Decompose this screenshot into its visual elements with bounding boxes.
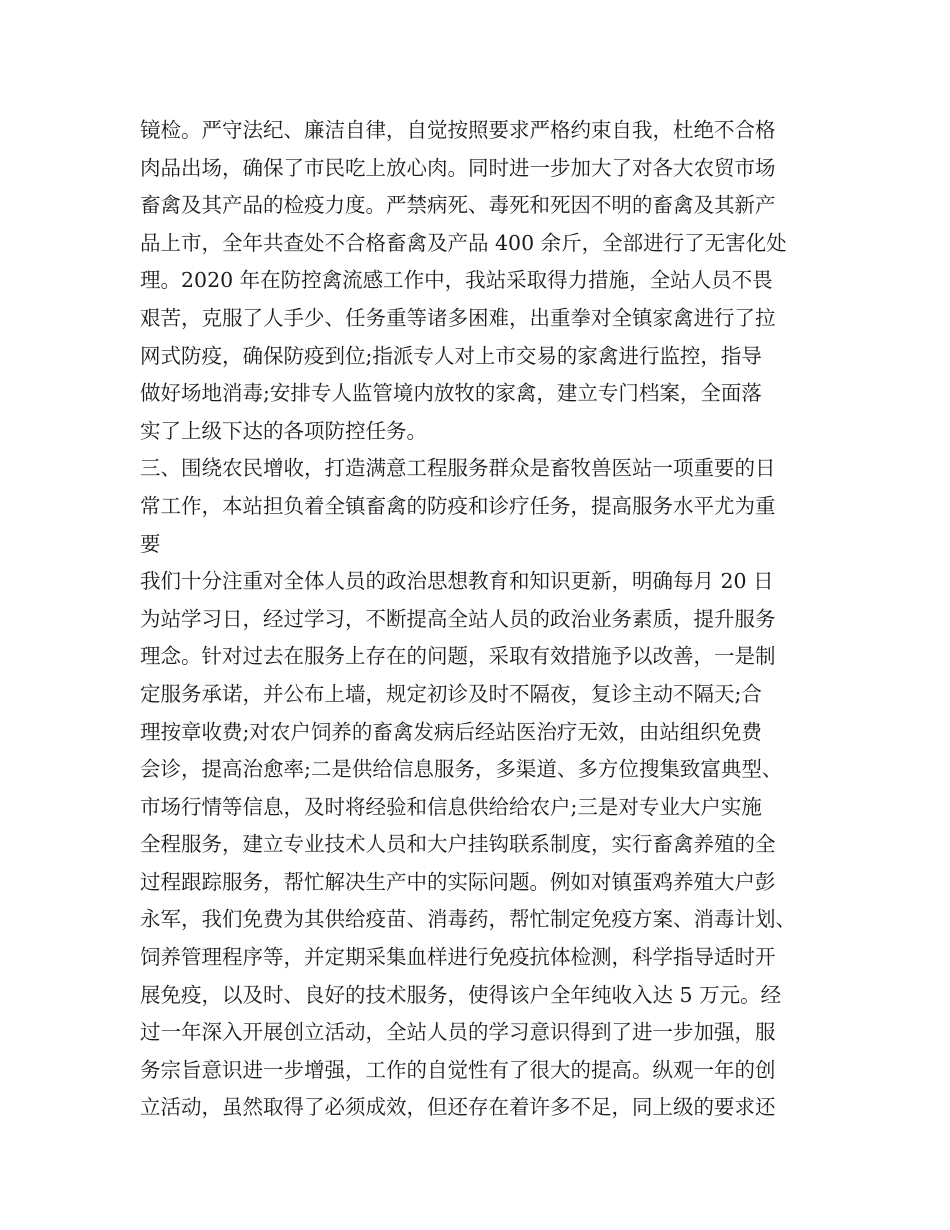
- document-body: [140, 112, 830, 1127]
- text-line: 我们十分注重对全体人员的政治思想教育和知识更新，明确每月 20 日: [140, 569, 774, 594]
- text-line: 网式防疫，确保防疫到位;指派专人对上市交易的家禽进行监控，指导: [140, 343, 762, 368]
- text-line: 展免疫，以及时、良好的技术服务，使得该户全年纯收入达 5 万元。经: [140, 982, 782, 1007]
- section-heading-line: 要: [140, 531, 161, 556]
- text-line: 务宗旨意识进一步增强，工作的自觉性有了很大的提高。纵观一年的创: [140, 1057, 776, 1082]
- text-line: 过程跟踪服务，帮忙解决生产中的实际问题。例如对镇蛋鸡养殖大户彭: [140, 869, 776, 894]
- text-line: 过一年深入开展创立活动，全站人员的学习意识得到了进一步加强，服: [140, 1020, 776, 1045]
- section-heading-line: 三、围绕农民增收，打造满意工程服务群众是畜牧兽医站一项重要的日: [140, 456, 776, 481]
- text-line: 永军，我们免费为其供给疫苗、消毒药，帮忙制定免疫方案、消毒计划、: [140, 907, 796, 932]
- text-line: 实了上级下达的各项防控任务。: [140, 418, 427, 443]
- text-line: 定服务承诺，并公布上墙，规定初诊及时不隔夜，复诊主动不隔天;合: [140, 681, 762, 706]
- section-heading-line: 常工作，本站担负着全镇畜禽的防疫和诊疗任务，提高服务水平尤为重: [140, 493, 776, 518]
- text-line: 理按章收费;对农户饲养的畜禽发病后经站医治疗无效，由站组织免费: [140, 719, 762, 744]
- text-line: 饲养管理程序等，并定期采集血样进行免疫抗体检测，科学指导适时开: [140, 945, 776, 970]
- text-line: 做好场地消毒;安排专人监管境内放牧的家禽，建立专门档案，全面落: [140, 381, 762, 406]
- text-line: 畜禽及其产品的检疫力度。严禁病死、毒死和死因不明的畜禽及其新产: [140, 193, 776, 218]
- text-line: 会诊，提高治愈率;二是供给信息服务，多渠道、多方位搜集致富典型、: [140, 757, 783, 782]
- text-line: 全程服务，建立专业技术人员和大户挂钩联系制度，实行畜禽养殖的全: [140, 832, 776, 857]
- text-line: 理念。针对过去在服务上存在的问题，采取有效措施予以改善，一是制: [140, 644, 776, 669]
- text-line: 肉品出场，确保了市民吃上放心肉。同时进一步加大了对各大农贸市场: [140, 155, 776, 180]
- text-line: 为站学习日，经过学习，不断提高全站人员的政治业务素质，提升服务: [140, 606, 776, 631]
- text-line: 镜检。严守法纪、廉洁自律，自觉按照要求严格约束自我，杜绝不合格: [140, 118, 776, 142]
- text-line: 艰苦，克服了人手少、任务重等诸多困难，出重拳对全镇家禽进行了拉: [140, 305, 776, 330]
- text-line: 理。2020 年在防控禽流感工作中，我站采取得力措施，全站人员不畏: [140, 268, 773, 293]
- text-line: 市场行情等信息，及时将经验和信息供给给农户;三是对专业大户实施: [140, 794, 762, 819]
- text-line: 立活动，虽然取得了必须成效，但还存在着许多不足，同上级的要求还: [140, 1095, 776, 1120]
- text-line: 品上市，全年共查处不合格畜禽及产品 400 余斤，全部进行了无害化处: [140, 230, 787, 255]
